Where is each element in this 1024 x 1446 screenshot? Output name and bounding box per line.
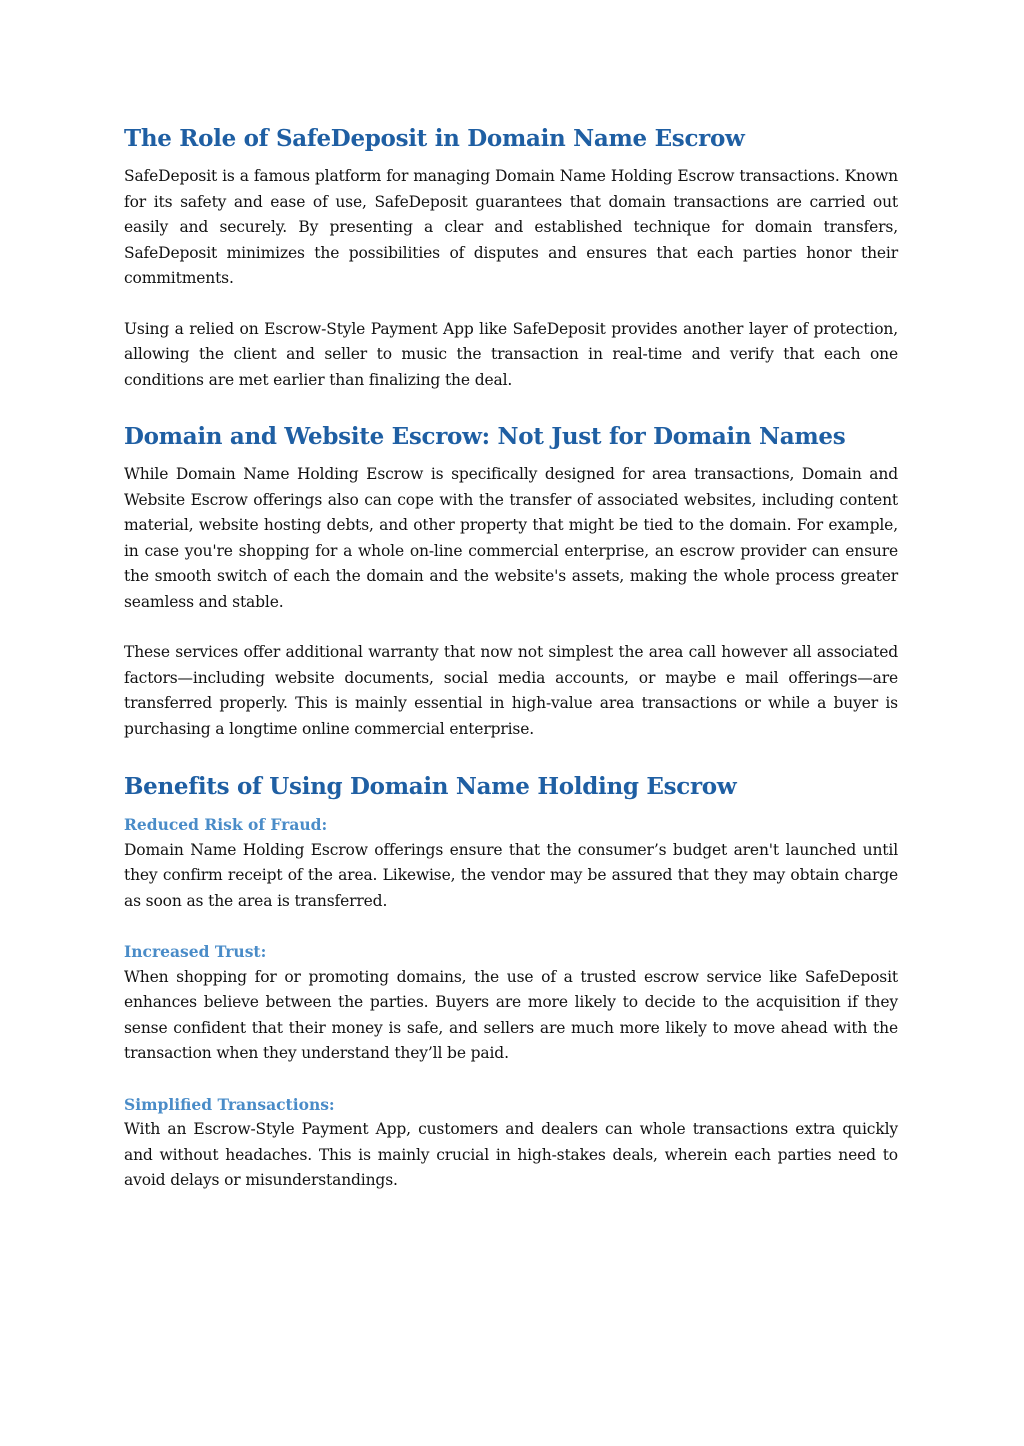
section-safedeposit-role xyxy=(124,122,898,393)
benefit-item xyxy=(124,1092,898,1194)
paragraph: While Domain Name Holding Escrow is specifically designed for area transactions, Domain and Website Escrow offerings also can cope with the transfer of associated websites, including content material, website hosting debts, and other property that might be tied to the domain. For example, in case you're shopping for a whole on-line commercial enterprise, an escrow provider can ensure the smooth switch of each the domain and the website's assets, making the whole process greater seamless and stable. xyxy=(124,465,898,611)
section-domain-website-escrow xyxy=(124,420,898,742)
benefit-title: Increased Trust: xyxy=(124,942,267,961)
section-benefits xyxy=(124,770,898,1194)
section-heading: The Role of SafeDeposit in Domain Name Escrow xyxy=(124,125,745,152)
benefit-item xyxy=(124,812,898,914)
benefit-title: Reduced Risk of Fraud: xyxy=(124,815,328,834)
paragraph: SafeDeposit is a famous platform for managing Domain Name Holding Escrow transactions. Known for its safety and ease of use, SafeDeposit guarantees that domain transactions are carried out easily and securely. By presenting a clear and established technique for domain transfers, SafeDeposit minimizes the possibilities of disputes and ensures that each parties honor their commitments. xyxy=(124,167,898,287)
document-page xyxy=(124,122,898,1194)
benefit-text: Domain Name Holding Escrow offerings ensure that the consumer’s budget aren't launched until they confirm receipt of the area. Likewise, the vendor may be assured that they may obtain charge as soon as the area is transferred. xyxy=(124,840,898,910)
section-heading: Benefits of Using Domain Name Holding Escrow xyxy=(124,773,737,800)
benefit-text: With an Escrow-Style Payment App, customers and dealers can whole transactions extra quickly and without headaches. This is mainly crucial in high-stakes deals, wherein each parties need to avoid delays or misunderstandings. xyxy=(124,1120,898,1189)
benefit-title: Simplified Transactions: xyxy=(124,1094,335,1114)
benefit-text: When shopping for or promoting domains, the use of a trusted escrow service like SafeDeposit enhances believe between the parties. Buyers are more likely to decide to the acquisition if they sense confident that their money is safe, and sellers are much more likely to move ahead with the transaction when they understand they’ll be paid. xyxy=(124,967,898,1062)
benefit-item xyxy=(124,939,898,1067)
paragraph: Using a relied on Escrow-Style Payment App like SafeDeposit provides another layer of protection, allowing the client and seller to music the transaction in real-time and verify that each one conditions are met earlier than finalizing the deal. xyxy=(124,319,898,389)
paragraph: These services offer additional warranty that now not simplest the area call however all associated factors—including website documents, social media accounts, or maybe e mail offerings—are transferred properly. This is mainly essential in high-value area transactions or while a buyer is purchasing a longtime online commercial enterprise. xyxy=(124,643,898,738)
section-heading: Domain and Website Escrow: Not Just for Domain Names xyxy=(124,423,846,450)
